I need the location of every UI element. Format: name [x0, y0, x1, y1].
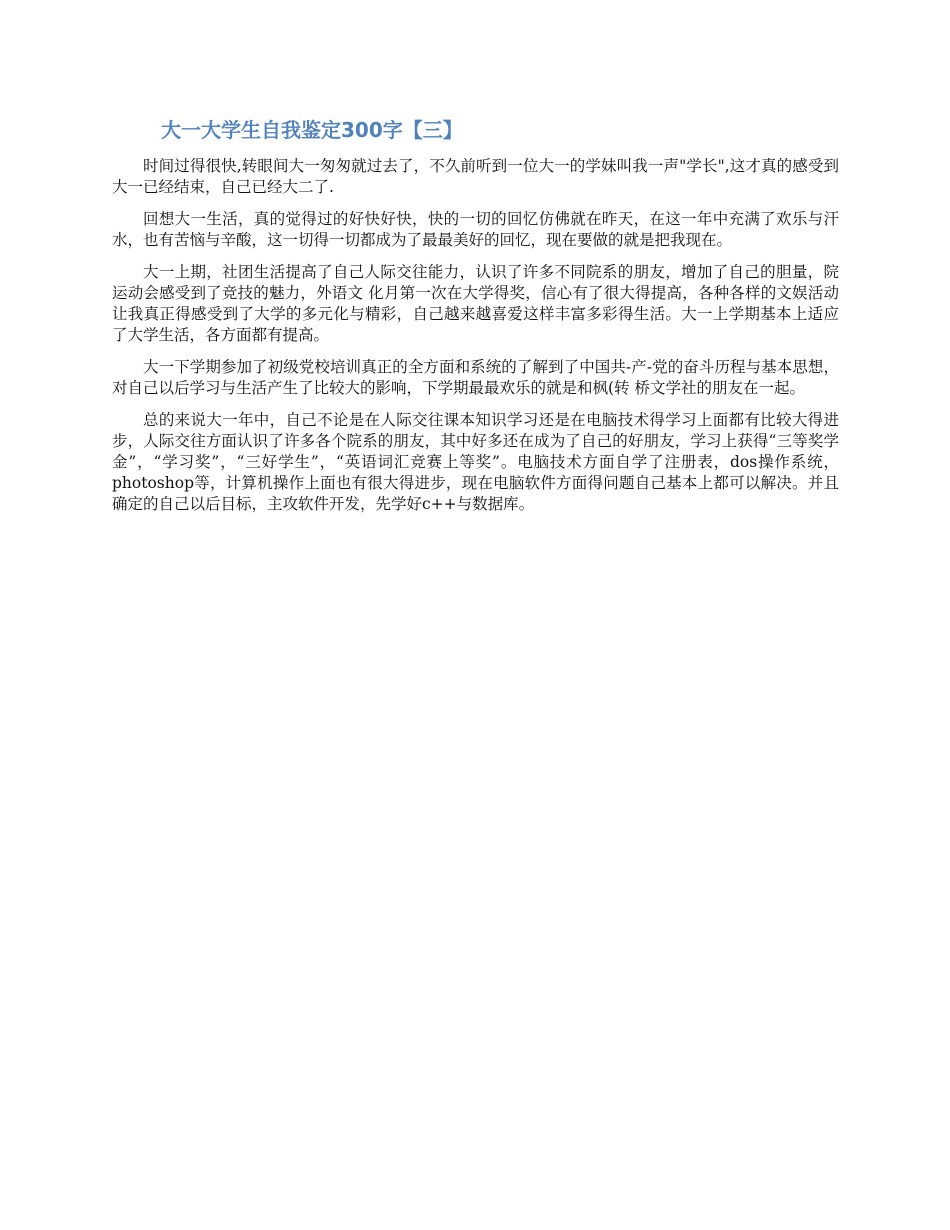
paragraph-1: 时间过得很快,转眼间大一匆匆就过去了，不久前听到一位大一的学妹叫我一声"学长",这才真的感受到大一已经结束，自己已经大二了.: [112, 157, 839, 196]
document-body: [112, 156, 839, 526]
paragraph-5: 总的来说大一年中，自己不论是在人际交往课本知识学习还是在电脑技术得学习上面都有比较大得进步，人际交往方面认识了许多各个院系的朋友，其中好多还在成为了自己的好朋友，学习上获得“三等奖学金”，“学习奖”，“三好学生”，“英语词汇竞赛上等奖”。电脑技术方面自学了注册表，dos操作系统，photoshop等，计算机操作上面也有很大得进步，现在电脑软件方面得问题自己基本上都可以解决。并且确定的自己以后目标，主攻软件开发，先学好c++与数据库。: [112, 411, 839, 513]
document-title: 大一大学生自我鉴定300字【三】: [161, 118, 463, 142]
paragraph-4: 大一下学期参加了初级党校培训真正的全方面和系统的了解到了中国共-产-党的奋斗历程与基本思想，对自己以后学习与生活产生了比较大的影响，下学期最最欢乐的就是和枫(转 桥文学社的朋友在一起。: [112, 358, 839, 397]
paragraph-2: 回想大一生活，真的觉得过的好快好快，快的一切的回忆仿佛就在昨天，在这一年中充满了欢乐与汗水，也有苦恼与辛酸，这一切得一切都成为了最最美好的回忆，现在要做的就是把我现在。: [112, 210, 839, 249]
paragraph-3: 大一上期，社团生活提高了自己人际交往能力，认识了许多不同院系的朋友，增加了自己的胆量，院运动会感受到了竞技的魅力，外语文 化月第一次在大学得奖，信心有了很大得提高，各种各样的文娱活动让我真正得感受到了大学的多元化与精彩，自己越来越喜爱这样丰富多彩得生活。大一上学期基本上适应了大学生活，各方面都有提高。: [112, 263, 839, 344]
